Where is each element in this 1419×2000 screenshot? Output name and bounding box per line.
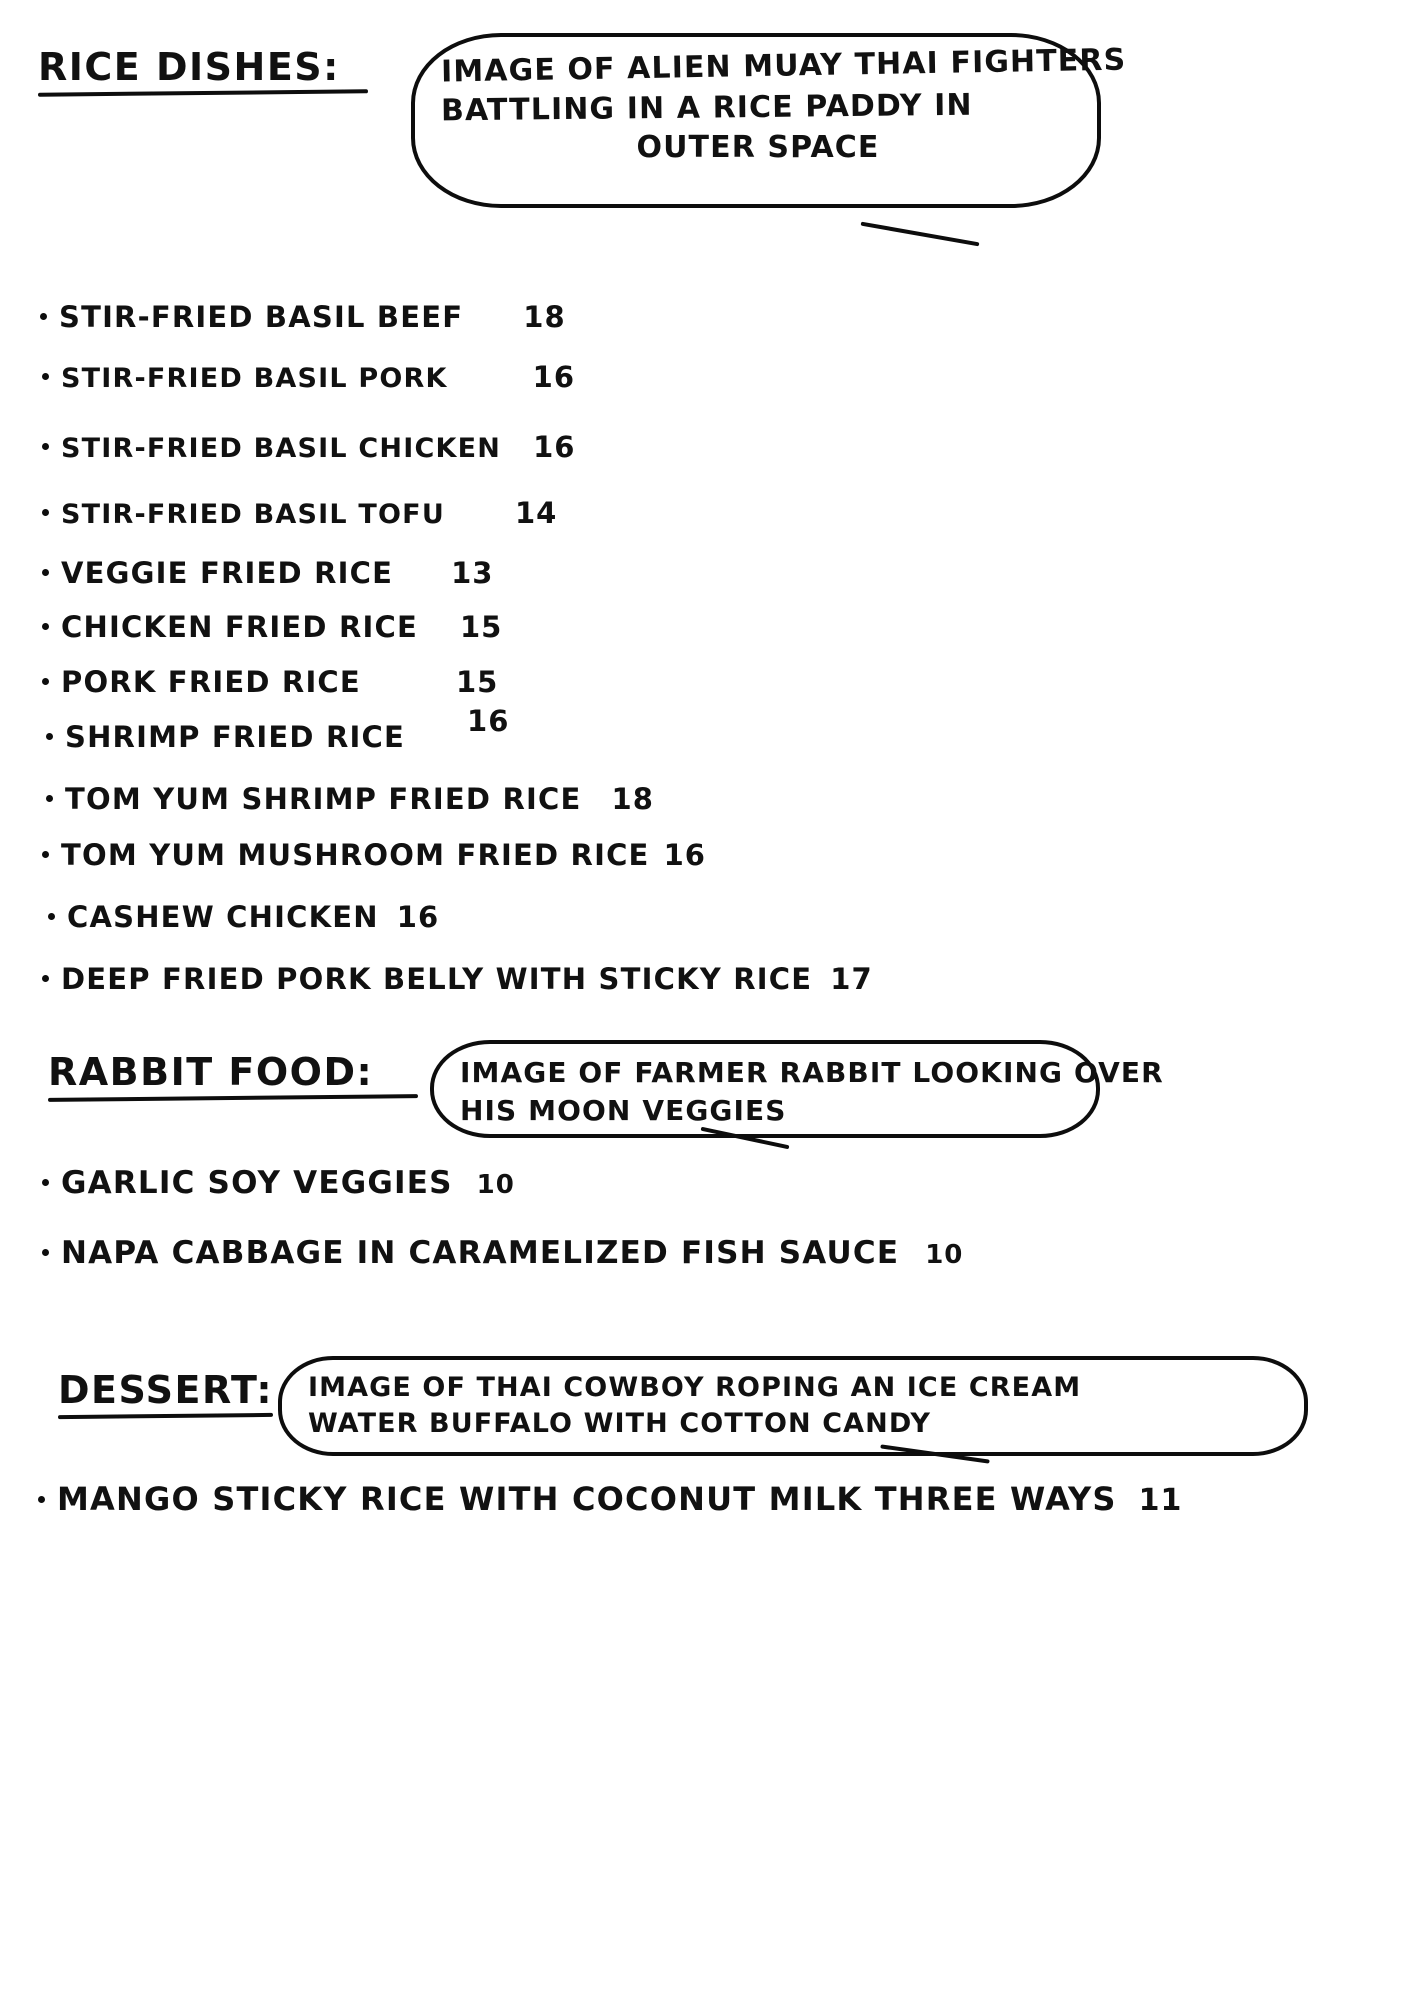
list-item <box>46 704 510 754</box>
bullet-icon <box>42 373 49 380</box>
section-heading-text: RABBIT FOOD: <box>48 1050 374 1094</box>
dish-price: 16 <box>396 900 440 934</box>
image-note-rabbit-food <box>430 1040 1164 1138</box>
dish-price: 11 <box>1138 1483 1183 1518</box>
dish-price: 16 <box>532 360 576 394</box>
heading-underline <box>48 1094 418 1102</box>
bullet-icon <box>42 509 49 516</box>
image-note-line: OUTER SPACE <box>636 130 880 165</box>
bullet-icon <box>42 623 49 630</box>
image-note-line: HIS MOON VEGGIES <box>460 1093 787 1127</box>
bullet-icon <box>46 733 53 740</box>
dish-name: CASHEW CHICKEN <box>67 900 379 934</box>
section-heading-dessert <box>58 1368 273 1418</box>
dish-name: TOM YUM MUSHROOM FRIED RICE <box>61 838 650 872</box>
image-note-line: BATTLING IN A RICE PADDY IN <box>440 87 973 128</box>
list-item <box>42 496 557 530</box>
bullet-icon <box>42 851 49 858</box>
section-heading-rice-dishes <box>38 45 368 95</box>
dish-price: STIR-FRIED BASIL TOFU <box>61 499 445 530</box>
list-item <box>42 1235 963 1271</box>
bullet-icon <box>42 443 49 450</box>
section-heading-text: RICE DISHES: <box>38 45 340 89</box>
list-item <box>42 838 706 872</box>
dish-price: 17 <box>830 962 873 996</box>
image-note-dessert <box>278 1356 1308 1456</box>
dish-name: VEGGIE FRIED RICE <box>61 556 394 590</box>
dish-price: 18 <box>523 300 566 334</box>
dish-price: 10 <box>476 1170 515 1200</box>
bullet-icon <box>46 795 53 802</box>
list-item <box>48 900 439 934</box>
dish-price: 14 <box>514 496 558 530</box>
bullet-icon <box>48 913 55 920</box>
list-item <box>42 430 575 464</box>
dish-name: MANGO STICKY RICE WITH COCONUT MILK THREE WAYS <box>57 1480 1117 1518</box>
dish-price: 18 <box>611 782 654 816</box>
bubble-tail-stroke <box>861 222 980 247</box>
dish-price: 16 <box>467 704 510 738</box>
dish-price: 15 <box>460 610 503 644</box>
heading-underline <box>58 1413 273 1419</box>
image-note-line: WATER BUFFALO WITH COTTON CANDY <box>308 1408 932 1440</box>
dish-price: 16 <box>533 430 576 464</box>
bullet-icon <box>40 313 47 320</box>
dish-name: PORK FRIED RICE <box>61 665 361 699</box>
bullet-icon <box>42 569 49 576</box>
list-item <box>42 610 502 644</box>
dish-name: STIR-FRIED BASIL CHICKEN <box>61 433 502 464</box>
bullet-icon <box>42 975 49 982</box>
dish-name: NAPA CABBAGE IN CARAMELIZED FISH SAUCE <box>61 1235 900 1271</box>
dish-price: 13 <box>451 556 494 590</box>
dish-name: GARLIC SOY VEGGIES <box>61 1165 453 1201</box>
image-note-line: IMAGE OF FARMER RABBIT LOOKING OVER <box>460 1056 1164 1089</box>
dish-name: TOM YUM SHRIMP FRIED RICE <box>65 782 582 816</box>
image-note-line: IMAGE OF THAI COWBOY ROPING AN ICE CREAM <box>308 1372 1082 1403</box>
list-item <box>42 1165 515 1201</box>
heading-underline <box>38 89 368 96</box>
bullet-icon <box>42 678 49 685</box>
dish-price: 16 <box>663 838 706 872</box>
section-heading-text: DESSERT: <box>58 1368 274 1412</box>
list-item <box>42 962 873 996</box>
dish-name: CHICKEN FRIED RICE <box>61 610 418 644</box>
image-note-rice-dishes <box>411 33 1127 208</box>
bullet-icon <box>42 1179 49 1186</box>
section-heading-rabbit-food <box>48 1050 418 1100</box>
bullet-icon <box>42 1249 49 1256</box>
dish-name: DEEP FRIED PORK BELLY WITH STICKY RICE <box>61 962 813 996</box>
image-note-line: IMAGE OF ALIEN MUAY THAI FIGHTERS <box>440 42 1127 90</box>
dish-price: 10 <box>925 1240 964 1270</box>
dish-name: STIR-FRIED BASIL PORK <box>61 363 448 394</box>
bullet-icon <box>38 1496 45 1503</box>
list-item <box>40 300 566 334</box>
list-item <box>42 665 498 699</box>
dish-name: STIR-FRIED BASIL BEEF <box>59 300 464 334</box>
list-item <box>46 782 654 816</box>
list-item <box>38 1480 1182 1518</box>
dish-name: SHRIMP FRIED RICE <box>65 720 406 754</box>
list-item <box>42 556 493 590</box>
list-item <box>42 360 575 394</box>
dish-price: 15 <box>455 665 499 699</box>
